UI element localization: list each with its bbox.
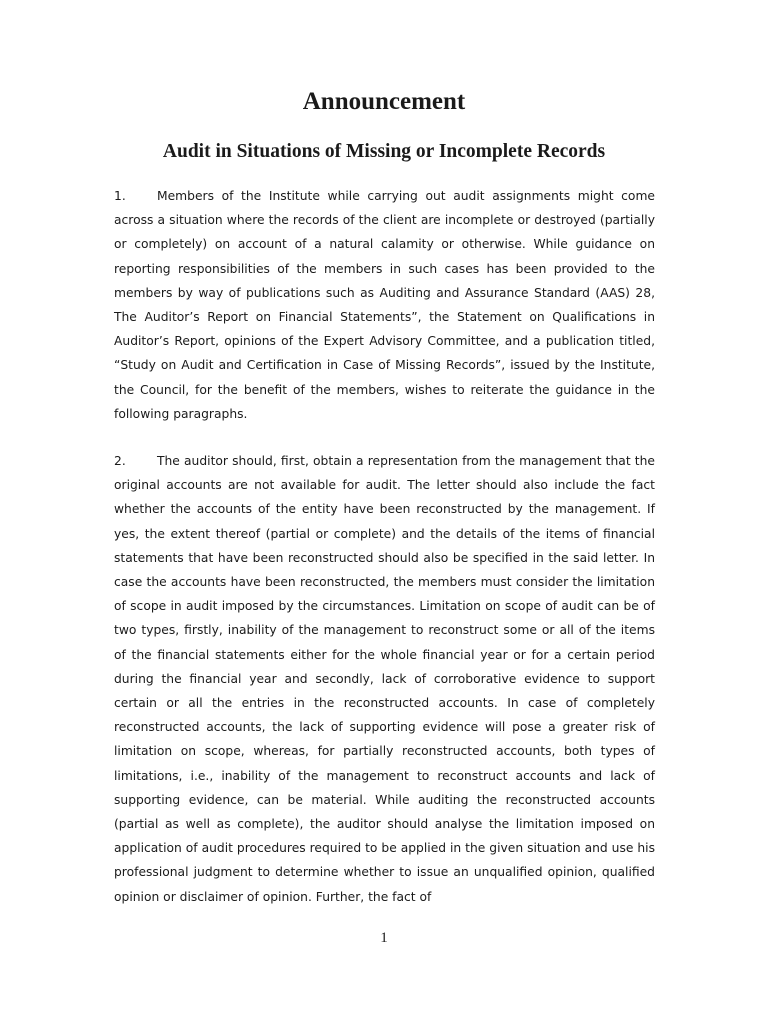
document-subtitle: Audit in Situations of Missing or Incomplete Records [162,141,606,162]
page-number: 1 [380,930,388,946]
paragraph-1 [114,184,655,426]
paragraph-2 [114,449,655,909]
paragraph-number: 2. [114,454,126,468]
document-title: Announcement [302,88,466,115]
paragraph-number: 1. [114,189,126,203]
paragraph-text: Members of the Institute while carrying out audit assignments might come across a situation where the records of the client are incomplete or destroyed (partially or completely) on account of a natural calamity or otherwise. While guidance on reporting responsibilities of the members in such cases has been provided to the members by way of publications such as Auditing and Assurance Standard (AAS) 28, The Auditor’s Report on Financial Statements”, the Statement on Qualifications in Auditor’s Report, opinions of the Expert Advisory Committee, and a publication titled, “Study on Audit and Certification in Case of Missing Records”, issued by the Institute, the Council, for the benefit of the members, wishes to reiterate the guidance in the following paragraphs. [114,189,655,421]
paragraph-text: The auditor should, first, obtain a representation from the management that the original accounts are not available for audit. The letter should also include the fact whether the accounts of the entity have been reconstructed by the management. If yes, the extent thereof (partial or complete) and the details of the items of financial statements that have been reconstructed should also be specified in the said letter. In case the accounts have been reconstructed, the members must consider the limitation of scope in audit imposed by the circumstances. Limitation on scope of audit can be of two types, firstly, inability of the management to reconstruct some or all of the items of the financial statements either for the whole financial year or for a certain period during the financial year and secondly, lack of corroborative evidence to support certain or all the entries in the reconstructed accounts. In case of completely reconstructed accounts, the lack of supporting evidence will pose a greater risk of limitation on scope, whereas, for partially reconstructed accounts, both types of limitations, i.e., inability of the management to reconstruct accounts and lack of supporting evidence, can be material. While auditing the reconstructed accounts (partial as well as complete), the auditor should analyse the limitation imposed on application of audit procedures required to be applied in the given situation and use his professional judgment to determine whether to issue an unqualified opinion, qualified opinion or disclaimer of opinion. Further, the fact of [114,454,655,904]
